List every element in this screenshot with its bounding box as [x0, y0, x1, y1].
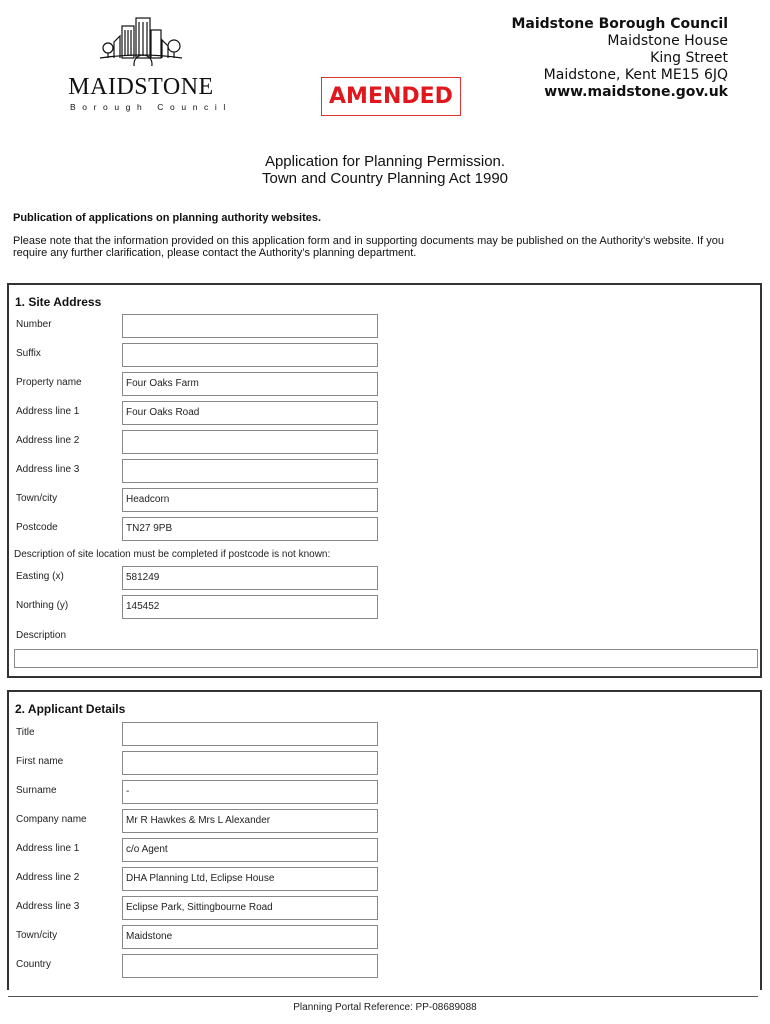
- property-name-field[interactable]: Four Oaks Farm: [122, 372, 378, 396]
- country-field[interactable]: [122, 954, 378, 978]
- site-address-section: [7, 283, 762, 678]
- form-row: [16, 838, 756, 862]
- council-name: Maidstone Borough Council: [511, 16, 728, 32]
- field-label: Address line 2: [16, 872, 80, 883]
- address-line-1-field[interactable]: c/o Agent: [122, 838, 378, 862]
- town-skyline-icon: [96, 16, 186, 66]
- field-label: Suffix: [16, 348, 41, 359]
- address-line-2-field[interactable]: [122, 430, 378, 454]
- northing-field[interactable]: 145452: [122, 595, 378, 619]
- field-label: Address line 3: [16, 464, 80, 475]
- field-label: Country: [16, 959, 52, 970]
- description-field[interactable]: [14, 649, 758, 668]
- field-label: Northing (y): [16, 600, 69, 611]
- form-row: [16, 809, 756, 833]
- address-line-2-field[interactable]: DHA Planning Ltd, Eclipse House: [122, 867, 378, 891]
- form-row: [16, 751, 756, 775]
- form-row: [16, 314, 756, 338]
- form-row: [16, 401, 756, 425]
- council-address-block: [511, 16, 728, 101]
- town-city-field[interactable]: Headcorn: [122, 488, 378, 512]
- address-line-3-field[interactable]: [122, 459, 378, 483]
- title-line-2: Town and Country Planning Act 1990: [262, 170, 508, 187]
- form-row: [16, 867, 756, 891]
- form-row: [16, 896, 756, 920]
- address-line-3-field[interactable]: Eclipse Park, Sittingbourne Road: [122, 896, 378, 920]
- portal-reference: Planning Portal Reference: PP-08689088: [293, 1002, 477, 1013]
- council-address-line: King Street: [650, 50, 728, 66]
- first-name-field[interactable]: [122, 751, 378, 775]
- suffix-field[interactable]: [122, 343, 378, 367]
- form-row: [16, 595, 756, 619]
- field-label: Address line 2: [16, 435, 80, 446]
- logo-subtext: Borough Council: [70, 102, 232, 112]
- form-row: [16, 925, 756, 949]
- field-label: First name: [16, 756, 64, 767]
- field-label: Title: [16, 727, 35, 738]
- maidstone-logo: [66, 16, 232, 112]
- form-row: [16, 566, 756, 590]
- town-city-field[interactable]: Maidstone: [122, 925, 378, 949]
- description-label: Description: [16, 630, 67, 641]
- logo-wordmark: MAIDSTONE: [68, 74, 214, 100]
- postcode-field[interactable]: TN27 9PB: [122, 517, 378, 541]
- form-row: [16, 488, 756, 512]
- field-label: Town/city: [16, 930, 58, 941]
- title-field[interactable]: [122, 722, 378, 746]
- footer-divider: [8, 996, 758, 997]
- field-label: Address line 1: [16, 843, 80, 854]
- field-label: Number: [16, 319, 52, 330]
- location-note: Description of site location must be completed if postcode is not known:: [14, 549, 331, 560]
- form-row: [16, 780, 756, 804]
- form-row: [16, 954, 756, 978]
- surname-field[interactable]: -: [122, 780, 378, 804]
- number-field[interactable]: [122, 314, 378, 338]
- title-line-1: Application for Planning Permission.: [264, 153, 506, 170]
- field-label: Address line 1: [16, 406, 80, 417]
- field-label: Postcode: [16, 522, 58, 533]
- form-row: [16, 722, 756, 746]
- applicant-details-section: [7, 690, 762, 990]
- field-label: Easting (x): [16, 571, 64, 582]
- field-label: Company name: [16, 814, 87, 825]
- field-label: Address line 3: [16, 901, 80, 912]
- field-label: Surname: [16, 785, 57, 796]
- easting-field[interactable]: 581249: [122, 566, 378, 590]
- publication-notice: Please note that the information provided on this application form and in supporting documents may be published on the Authority’s website. If you require any further clarification, please contact the Authority’s planning department.: [13, 235, 724, 259]
- form-row: [16, 517, 756, 541]
- form-row: [16, 343, 756, 367]
- amended-stamp: AMENDED: [321, 77, 461, 116]
- company-name-field[interactable]: Mr R Hawkes & Mrs L Alexander: [122, 809, 378, 833]
- page-title: [0, 153, 770, 187]
- form-row: [16, 459, 756, 483]
- form-row: [16, 372, 756, 396]
- address-line-1-field[interactable]: Four Oaks Road: [122, 401, 378, 425]
- section-title: 1. Site Address: [15, 295, 102, 309]
- publication-heading: Publication of applications on planning authority websites.: [13, 212, 322, 224]
- council-address-line: Maidstone House: [607, 33, 728, 49]
- field-label: Town/city: [16, 493, 58, 504]
- form-row: [16, 430, 756, 454]
- section-title: 2. Applicant Details: [15, 702, 126, 716]
- council-address-line: Maidstone, Kent ME15 6JQ: [543, 67, 728, 83]
- council-website-link[interactable]: www.maidstone.gov.uk: [544, 84, 728, 100]
- field-label: Property name: [16, 377, 82, 388]
